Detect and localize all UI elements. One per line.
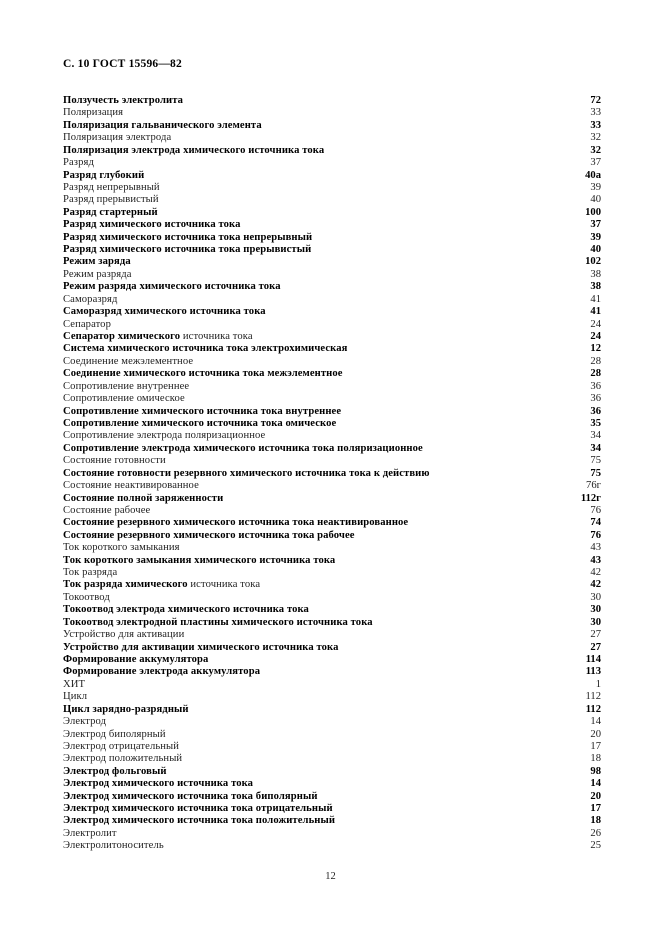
term-page-number: 24 [590, 331, 601, 343]
term-text: Ток разряда [63, 567, 118, 579]
index-entry [63, 157, 601, 169]
term-page-number: 27 [590, 629, 601, 641]
index-entry [63, 443, 601, 455]
term-text: Сопротивление химического источника тока омическое [63, 417, 337, 429]
index-entry [63, 256, 601, 268]
term-page-number: 112г [580, 492, 601, 504]
term-page-number: 37 [590, 157, 601, 169]
index-entry [63, 741, 601, 753]
term-text: Состояние готовности резервного химического источника тока к действию [63, 467, 430, 479]
term-text: Разряд стартерный [63, 206, 158, 218]
term-page-number: 35 [590, 417, 601, 429]
term-page-number: 40а [585, 169, 601, 181]
term-text: Электрод биполярный [63, 728, 166, 740]
term-text: Соединение межэлементное [63, 355, 194, 367]
term-text: Разряд химического источника тока непрерывный [63, 231, 313, 243]
term-text: Сепаратор [63, 318, 111, 330]
term-page-number: 72 [590, 95, 601, 106]
index-entry [63, 505, 601, 517]
index-entry [63, 592, 601, 604]
term-text: Формирование аккумулятора [63, 653, 209, 665]
term-text: Состояние рабочее [63, 504, 151, 516]
term-text: Токоотвод [63, 591, 110, 603]
index-entry [63, 480, 601, 492]
term-page-number: 76г [586, 480, 601, 492]
index-entry [63, 840, 601, 852]
term-page-number: 14 [590, 716, 601, 728]
term-text: Сопротивление электрода поляризационное [63, 430, 266, 442]
term-text: Режим разряда [63, 268, 132, 280]
term-text: Поляризация [63, 107, 124, 119]
term-page-number: 26 [590, 827, 601, 839]
term-text: Состояние резервного химического источника тока рабочее [63, 529, 355, 541]
term-page-number: 40 [590, 244, 601, 256]
term-text: Саморазряд [63, 293, 118, 305]
index-entry [63, 207, 601, 219]
term-page-number: 34 [590, 442, 601, 454]
term-text: Электрод химического источника тока положительный [63, 815, 336, 827]
index-entry [63, 815, 601, 827]
index-entry [63, 194, 601, 206]
index-entry [63, 306, 601, 318]
term-text: Разряд глубокий [63, 169, 145, 181]
index-entry [63, 666, 601, 678]
term-page-number: 98 [590, 765, 601, 777]
term-page-number: 17 [590, 740, 601, 752]
term-page-number: 30 [590, 604, 601, 616]
term-text: Разряд непрерывный [63, 181, 160, 193]
term-text: Разряд [63, 157, 94, 169]
term-text: Поляризация гальванического элемента [63, 119, 262, 131]
index-entry [63, 555, 601, 567]
term-page-number: 75 [590, 455, 601, 467]
index-entry [63, 716, 601, 728]
term-page-number: 17 [590, 803, 601, 815]
term-page-number: 18 [590, 753, 601, 765]
term-text: Соединение химического источника тока межэлементное [63, 368, 343, 380]
term-page-number: 34 [590, 430, 601, 442]
index-entry [63, 493, 601, 505]
term-text: Сопротивление омическое [63, 393, 185, 405]
index-entry [63, 95, 601, 107]
index-entry [63, 381, 601, 393]
index-entry [63, 319, 601, 331]
term-page-number: 28 [590, 355, 601, 367]
index-entry [63, 766, 601, 778]
term-page-number: 42 [590, 567, 601, 579]
index-entry [63, 418, 601, 430]
index-entry [63, 331, 601, 343]
term-text: Электрод [63, 716, 107, 728]
term-page-number: 20 [590, 728, 601, 740]
term-text: Режим разряда химического источника тока [63, 281, 281, 293]
index-entry [63, 107, 601, 119]
page-header: С. 10 ГОСТ 15596—82 [63, 58, 182, 70]
term-page-number: 32 [590, 132, 601, 144]
term-text: Цикл [63, 691, 88, 703]
term-text: Сопротивление внутреннее [63, 380, 190, 392]
term-page-number: 18 [590, 815, 601, 827]
term-text: Ток разряда химического источника тока [63, 579, 261, 591]
term-text: Электрод отрицательный [63, 740, 180, 752]
term-page-number: 32 [590, 144, 601, 156]
term-text: Устройство для активации [63, 629, 185, 641]
index-entry [63, 579, 601, 591]
index-entry [63, 455, 601, 467]
index-entry [63, 729, 601, 741]
term-page-number: 112 [585, 703, 601, 715]
term-page-number: 102 [585, 256, 601, 268]
term-text: Саморазряд химического источника тока [63, 306, 266, 318]
index-entry [63, 244, 601, 256]
term-page-number: 30 [590, 616, 601, 628]
term-page-number: 28 [590, 368, 601, 380]
index-entry [63, 803, 601, 815]
term-page-number: 39 [590, 181, 601, 193]
index-entry [63, 170, 601, 182]
term-page-number: 43 [590, 554, 601, 566]
term-text: Состояние неактивированное [63, 480, 199, 492]
index-entry [63, 406, 601, 418]
term-page-number: 33 [590, 119, 601, 131]
term-text: Электрод химического источника тока отрицательный [63, 803, 333, 815]
term-page-number: 37 [590, 219, 601, 231]
index-entry [63, 629, 601, 641]
term-text: Поляризация электрода химического источника тока [63, 144, 325, 156]
term-page-number: 12 [590, 343, 601, 355]
term-page-number: 41 [590, 306, 601, 318]
term-text: Ползучесть электролита [63, 95, 184, 106]
term-page-number: 36 [590, 393, 601, 405]
term-text: Электрод фольговый [63, 765, 167, 777]
term-text: Электрод положительный [63, 753, 183, 765]
term-text: Разряд химического источника тока прерывистый [63, 244, 312, 256]
index-entry [63, 691, 601, 703]
term-text: Сопротивление электрода химического источника тока поляризационное [63, 442, 423, 454]
term-page-number: 27 [590, 641, 601, 653]
term-page-number: 113 [585, 666, 601, 678]
index-entry [63, 182, 601, 194]
index-entry [63, 219, 601, 231]
index-entry [63, 120, 601, 132]
term-text: Устройство для активации химического источника тока [63, 641, 339, 653]
term-text: Электрод химического источника тока биполярный [63, 790, 318, 802]
term-text: Состояние полной заряженности [63, 492, 224, 504]
term-text: Ток короткого замыкания [63, 542, 180, 554]
index-entry [63, 828, 601, 840]
term-page-number: 76 [590, 529, 601, 541]
term-text: Токоотвод электрода химического источника тока [63, 604, 309, 616]
index-entry [63, 679, 601, 691]
term-text: Система химического источника тока электрохимическая [63, 343, 348, 355]
term-page-number: 25 [590, 840, 601, 852]
index-list [63, 95, 601, 853]
term-text: Ток короткого замыкания химического источника тока [63, 554, 336, 566]
index-entry [63, 704, 601, 716]
term-text: Цикл зарядно-разрядный [63, 703, 189, 715]
term-page-number: 24 [590, 318, 601, 330]
term-text: Состояние готовности [63, 455, 166, 467]
term-page-number: 41 [590, 293, 601, 305]
index-entry [63, 753, 601, 765]
index-entry [63, 232, 601, 244]
term-text: Электролитоноситель [63, 840, 164, 852]
term-page-number: 36 [590, 405, 601, 417]
term-page-number: 38 [590, 268, 601, 280]
term-text: Сопротивление химического источника тока внутреннее [63, 405, 342, 417]
term-page-number: 38 [590, 281, 601, 293]
term-page-number: 14 [590, 778, 601, 790]
index-entry [63, 530, 601, 542]
term-page-number: 40 [590, 194, 601, 206]
index-entry [63, 281, 601, 293]
term-page-number: 114 [585, 653, 601, 665]
term-page-number: 39 [590, 231, 601, 243]
term-page-number: 42 [590, 579, 601, 591]
index-entry [63, 654, 601, 666]
term-page-number: 1 [595, 678, 601, 690]
index-entry [63, 642, 601, 654]
term-page-number: 76 [590, 504, 601, 516]
index-entry [63, 468, 601, 480]
index-entry [63, 542, 601, 554]
index-entry [63, 145, 601, 157]
index-entry [63, 393, 601, 405]
term-text: Токоотвод электродной пластины химического источника тока [63, 616, 373, 628]
term-text: Формирование электрода аккумулятора [63, 666, 261, 678]
term-text: Режим заряда [63, 256, 131, 268]
term-page-number: 33 [590, 107, 601, 119]
term-text: Разряд химического источника тока [63, 219, 241, 231]
index-entry [63, 604, 601, 616]
term-text: Состояние резервного химического источника тока неактивированное [63, 517, 409, 529]
index-entry [63, 617, 601, 629]
index-entry [63, 343, 601, 355]
term-page-number: 36 [590, 380, 601, 392]
index-entry [63, 356, 601, 368]
term-page-number: 112 [585, 691, 601, 703]
index-entry [63, 567, 601, 579]
term-text: Электролит [63, 827, 117, 839]
index-entry [63, 269, 601, 281]
term-page-number: 43 [590, 542, 601, 554]
term-text: ХИТ [63, 678, 86, 690]
term-text: Поляризация электрода [63, 132, 172, 144]
index-entry [63, 368, 601, 380]
index-entry [63, 430, 601, 442]
term-text: Сепаратор химического источника тока [63, 331, 253, 343]
term-page-number: 75 [590, 467, 601, 479]
index-entry [63, 778, 601, 790]
term-text: Электрод химического источника тока [63, 778, 254, 790]
term-page-number: 20 [590, 790, 601, 802]
term-page-number: 100 [585, 206, 601, 218]
page-number: 12 [325, 871, 336, 882]
index-entry [63, 294, 601, 306]
term-page-number: 30 [590, 591, 601, 603]
term-page-number: 74 [590, 517, 601, 529]
term-text: Разряд прерывистый [63, 194, 159, 206]
index-entry [63, 132, 601, 144]
index-entry [63, 791, 601, 803]
index-entry [63, 517, 601, 529]
